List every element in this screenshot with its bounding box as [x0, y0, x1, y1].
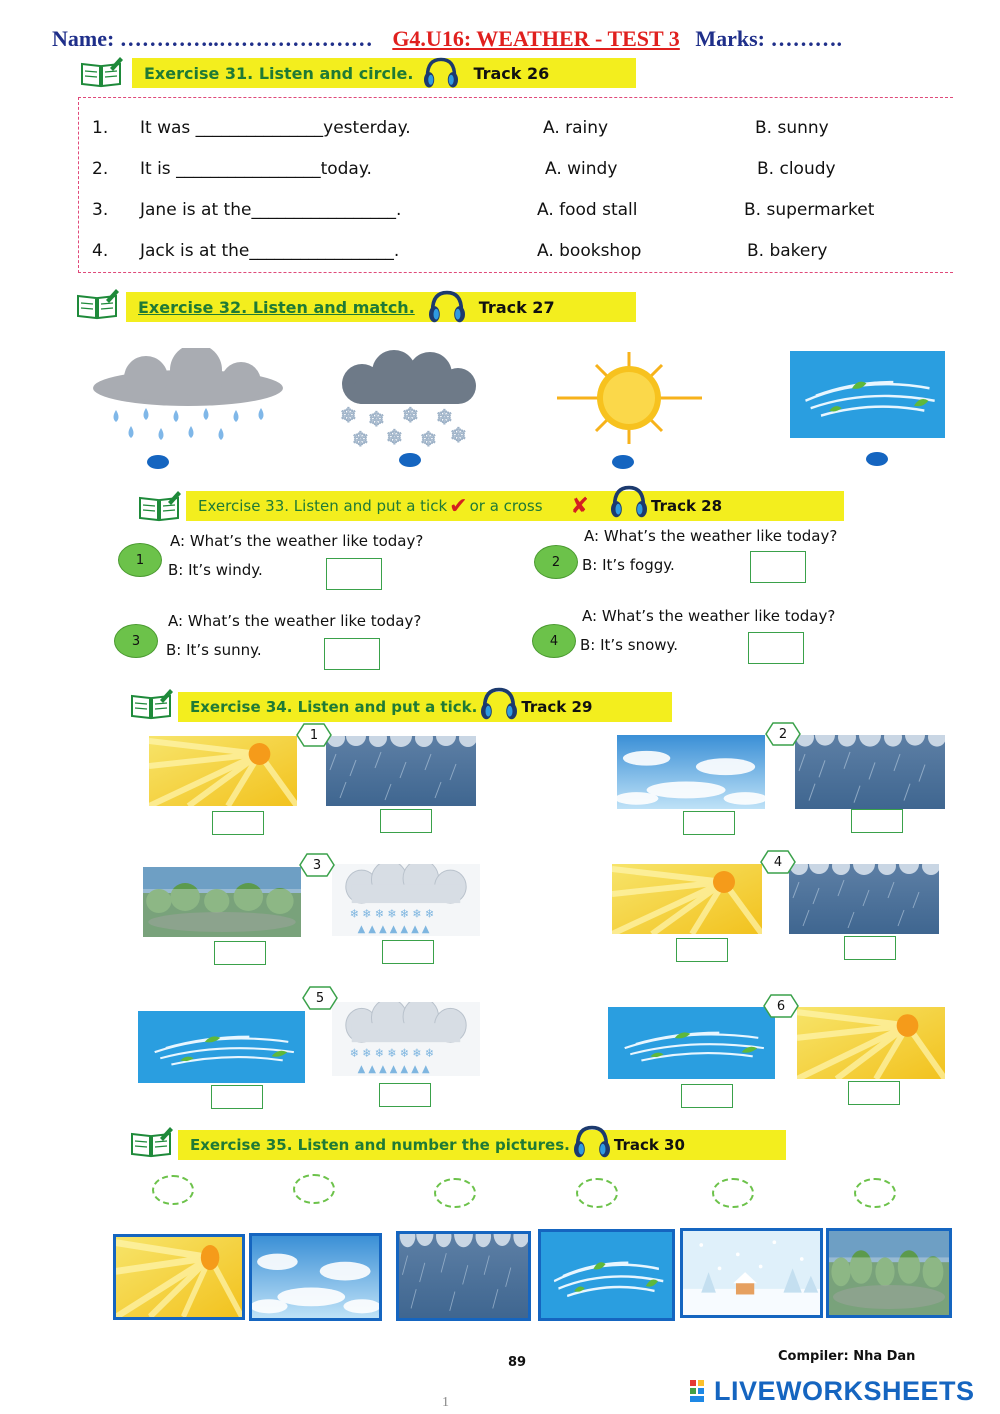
ex33-question-2: A: What’s the weather like today?	[584, 527, 838, 545]
cloudy-picture-frame	[249, 1233, 382, 1321]
tick-box[interactable]	[324, 638, 380, 670]
number-circle[interactable]	[854, 1178, 896, 1208]
tick-box[interactable]	[681, 1084, 733, 1108]
sunny-picture	[116, 1237, 242, 1317]
marks-label: Marks: ……….	[695, 26, 842, 51]
ex31-item-1	[92, 118, 108, 138]
windy-picture	[138, 1011, 305, 1083]
ex35-title: Exercise 35. Listen and number the pictures.	[190, 1136, 570, 1154]
rainy-cloud-icon	[86, 348, 290, 448]
rainy-picture-frame	[396, 1231, 531, 1321]
ex35-track[interactable]: Track 30	[613, 1136, 685, 1154]
match-dot[interactable]	[866, 452, 888, 466]
book-icon	[80, 56, 124, 88]
rainy-picture	[795, 735, 945, 809]
ex33-question-4: A: What’s the weather like today?	[582, 607, 836, 625]
windy-picture	[608, 1007, 775, 1079]
name-label: Name: …………..…………………	[52, 26, 373, 51]
ex34-title: Exercise 34. Listen and put a tick.	[190, 698, 478, 716]
headphones-icon	[477, 686, 521, 722]
item-number: 6	[776, 998, 786, 1014]
snowy-picture	[332, 864, 480, 936]
tick-box[interactable]	[683, 811, 735, 835]
foggy-picture	[829, 1231, 949, 1315]
svg-text:❄: ❄	[386, 425, 403, 449]
question-number: 4.	[92, 241, 109, 261]
question-number: 3.	[92, 200, 109, 220]
ex33-answer-3: B: It’s sunny.	[166, 641, 262, 659]
headphones-icon	[419, 56, 463, 90]
number-circle[interactable]	[152, 1175, 194, 1205]
ex33-title: Exercise 33. Listen and put a tick	[198, 497, 448, 515]
sunny-picture	[612, 864, 762, 934]
number-circle[interactable]	[712, 1178, 754, 1208]
svg-text:❄: ❄	[420, 427, 437, 450]
ex31-title: Exercise 31. Listen and circle.	[144, 63, 414, 83]
question-number: 2.	[92, 159, 109, 179]
tick-box[interactable]	[748, 632, 804, 664]
compiler-credit: Compiler: Nha Dan	[778, 1349, 916, 1364]
ex31-option-3a[interactable]: A. food stall	[537, 200, 638, 220]
headphones-icon	[570, 1124, 614, 1160]
svg-text:❄: ❄	[352, 427, 369, 450]
windy-picture-frame	[538, 1229, 675, 1321]
tick-box[interactable]	[379, 1083, 431, 1107]
ex31-option-3b[interactable]: B. supermarket	[744, 200, 875, 220]
svg-text:❄: ❄	[368, 407, 385, 431]
page-number: 89	[508, 1355, 527, 1370]
item-number-badge: 4	[532, 624, 576, 658]
tick-box[interactable]	[676, 938, 728, 962]
ex33-banner	[186, 491, 844, 521]
number-circle[interactable]	[576, 1178, 618, 1208]
sunny-picture	[149, 736, 297, 806]
match-dot[interactable]	[147, 455, 169, 469]
ex32-title: Exercise 32. Listen and match.	[138, 297, 415, 317]
item-number-badge: 1	[118, 543, 162, 577]
cloudy-picture	[617, 735, 765, 809]
book-icon	[76, 288, 120, 320]
ex34-banner	[178, 692, 672, 722]
foggy-picture	[143, 867, 301, 937]
ex33-track[interactable]: Track 28	[650, 497, 723, 515]
tick-box[interactable]	[380, 809, 432, 833]
brand-name: LIVEWORKSHEETS	[714, 1376, 975, 1406]
svg-text:❄: ❄	[436, 405, 453, 429]
worksheet-header	[52, 26, 842, 52]
item-number-badge: 3	[114, 624, 158, 658]
tick-box[interactable]	[750, 551, 806, 583]
ex35-banner	[178, 1130, 786, 1160]
liveworksheets-logo-icon	[690, 1380, 712, 1404]
snowy-scene-picture	[683, 1231, 820, 1315]
ex31-option-4a[interactable]: A. bookshop	[537, 241, 642, 261]
tick-box[interactable]	[326, 558, 382, 590]
foggy-picture-frame	[826, 1228, 952, 1318]
ex31-question-3: Jane is at the_________________.	[140, 200, 402, 220]
rainy-picture	[326, 736, 476, 806]
snowy-scene-picture-frame	[680, 1228, 823, 1318]
ex33-answer-4: B: It’s snowy.	[580, 636, 679, 654]
match-dot[interactable]	[612, 455, 634, 469]
sunny-picture-frame	[113, 1234, 245, 1320]
item-number: 2	[778, 726, 788, 742]
ex32-track[interactable]: Track 27	[478, 297, 555, 317]
tick-icon: ✔	[449, 493, 468, 519]
ex31-question-2: It is _________________today.	[140, 159, 372, 179]
match-dot[interactable]	[399, 453, 421, 467]
ex31-option-2b[interactable]: B. cloudy	[757, 159, 836, 179]
svg-text:❄: ❄	[402, 403, 419, 427]
ex31-option-4b[interactable]: B. bakery	[747, 241, 828, 261]
rainy-picture	[789, 864, 939, 934]
item-number: 5	[315, 990, 325, 1006]
tick-box[interactable]	[212, 811, 264, 835]
ex32-banner	[126, 292, 636, 322]
ex31-banner	[132, 58, 636, 88]
item-number: 1	[309, 727, 319, 743]
bottom-page-marker: 1	[442, 1395, 449, 1410]
cloudy-picture	[252, 1236, 379, 1318]
liveworksheets-logo[interactable]	[690, 1376, 975, 1407]
item-number: 3	[312, 857, 322, 873]
question-number: 1.	[92, 118, 109, 138]
tick-box[interactable]	[382, 940, 434, 964]
ex33-answer-1: B: It’s windy.	[168, 561, 263, 579]
ex33-question-1: A: What’s the weather like today?	[170, 532, 424, 550]
ex33-question-3: A: What’s the weather like today?	[168, 612, 422, 630]
ex33-title-tail: or a cross	[469, 497, 543, 515]
snowy-cloud-icon	[332, 350, 482, 450]
headphones-icon	[607, 484, 651, 520]
sun-icon	[552, 350, 706, 446]
cross-icon: ✘	[570, 493, 589, 519]
svg-text:❄: ❄	[340, 403, 357, 427]
tick-box[interactable]	[211, 1085, 263, 1109]
ex31-question-1: It was _______________yesterday.	[140, 118, 411, 138]
ex31-track[interactable]: Track 26	[473, 63, 550, 83]
headphones-icon	[425, 289, 469, 325]
sunny-picture	[797, 1007, 945, 1079]
tick-box[interactable]	[214, 941, 266, 965]
snowy-picture	[332, 1002, 480, 1076]
item-number-badge: 2	[534, 545, 578, 579]
tick-box[interactable]	[844, 936, 896, 960]
number-circle[interactable]	[434, 1178, 476, 1208]
book-icon	[138, 490, 182, 522]
ex34-track[interactable]: Track 29	[521, 698, 593, 716]
ex31-question-4: Jack is at the_________________.	[140, 241, 400, 261]
ex31-option-2a[interactable]: A. windy	[545, 159, 618, 179]
number-circle[interactable]	[293, 1174, 335, 1204]
book-icon	[130, 688, 174, 720]
ex33-answer-2: B: It’s foggy.	[582, 556, 675, 574]
page-title: G4.U16: WEATHER - TEST 3	[392, 26, 680, 51]
ex31-option-1b[interactable]: B. sunny	[755, 118, 829, 138]
item-number: 4	[773, 854, 783, 870]
tick-box[interactable]	[848, 1081, 900, 1105]
windy-icon	[790, 351, 945, 438]
book-icon	[130, 1126, 174, 1158]
tick-box[interactable]	[851, 809, 903, 833]
ex31-option-1a[interactable]: A. rainy	[543, 118, 609, 138]
rainy-picture	[399, 1234, 528, 1318]
windy-picture	[541, 1232, 672, 1318]
svg-text:❄: ❄	[450, 423, 467, 447]
